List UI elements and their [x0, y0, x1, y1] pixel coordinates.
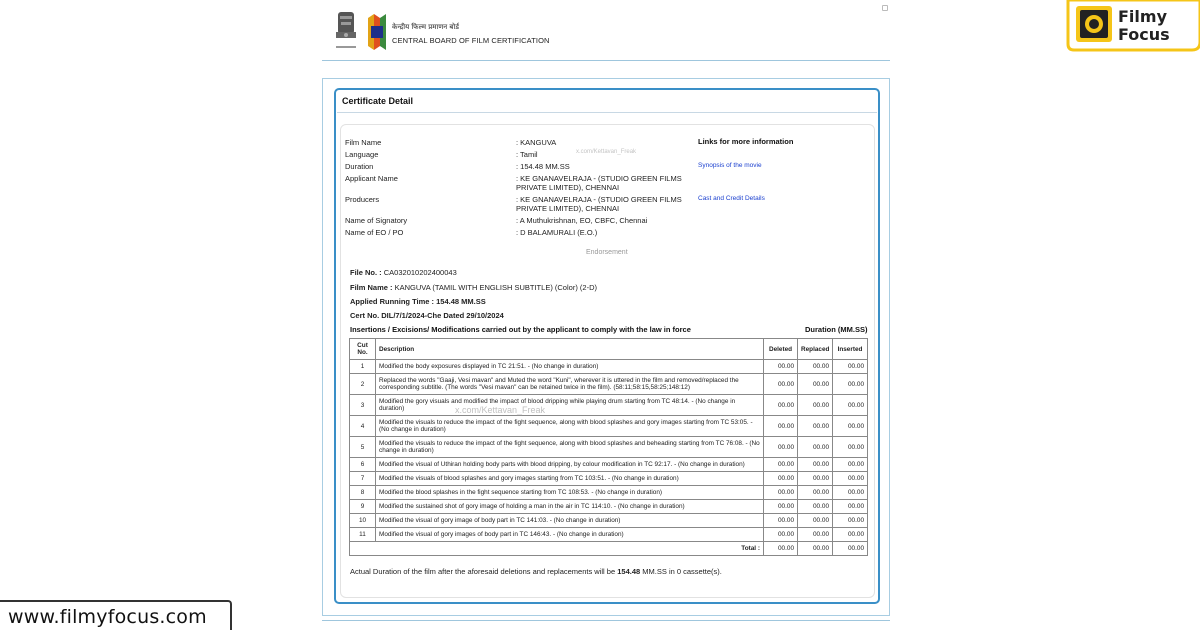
table-row [350, 528, 868, 542]
cut-inserted: 00.00 [833, 486, 868, 500]
cut-description: Modified the visual of Uthiran holding body parts with blood dripping, by colour modification in TC 92:17. - (No change in duration) [376, 458, 764, 472]
duration-heading: Duration (MM.SS) [805, 325, 868, 334]
cut-no: 11 [350, 528, 376, 542]
detail-value-signatory: : A Muthukrishnan, EO, CBFC, Chennai [516, 216, 648, 225]
detail-label-eo-po: Name of EO / PO [345, 228, 404, 237]
total-inserted: 00.00 [833, 542, 868, 556]
modifications-table [349, 338, 868, 556]
cut-no: 10 [350, 514, 376, 528]
detail-label-language: Language [345, 150, 379, 159]
total-replaced: 00.00 [798, 542, 833, 556]
filmy-focus-logo [1060, 0, 1200, 52]
cut-replaced: 00.00 [798, 486, 833, 500]
cut-inserted: 00.00 [833, 360, 868, 374]
col-header-replaced: Replaced [798, 339, 833, 360]
links-heading: Links for more information [698, 137, 794, 146]
total-label: Total : [376, 542, 764, 556]
cut-inserted: 00.00 [833, 500, 868, 514]
site-url-banner [0, 600, 232, 630]
table-row [350, 416, 868, 437]
table-row [350, 374, 868, 395]
table-row [350, 458, 868, 472]
brand-line1: Filmy [1118, 7, 1167, 26]
applied-running-time: Applied Running Time : 154.48 MM.SS [350, 297, 486, 306]
table-row [350, 360, 868, 374]
cut-replaced: 00.00 [798, 500, 833, 514]
detail-value-duration: : 154.48 MM.SS [516, 162, 570, 171]
cut-deleted: 00.00 [764, 500, 798, 514]
detail-value-language: : Tamil [516, 150, 538, 159]
cut-deleted: 00.00 [764, 374, 798, 395]
cbfc-hindi-name: केन्द्रीय फिल्म प्रमाणन बोर्ड [392, 23, 459, 31]
detail-value-eo-po: : D BALAMURALI (E.O.) [516, 228, 598, 237]
panel-title-divider [337, 112, 877, 113]
cut-replaced: 00.00 [798, 472, 833, 486]
cut-description: Modified the gory visuals and modified the impact of blood dripping while playing drum starting from TC 48:14. - (No change in duration) [376, 395, 764, 416]
table-header-row [350, 339, 868, 360]
cut-description: Replaced the words "Gaaji, Vesi mavan" and Muted the word "Kuni", wherever it is uttered in the film and removed/replaced the corresponding subtitle. (The words "Vesi mavan" can be retained twice in the film). (58:11;58:15,58:25;148:12) [376, 374, 764, 395]
cut-no: 5 [350, 437, 376, 458]
cut-no: 3 [350, 395, 376, 416]
cut-description: Modified the sustained shot of gory image of holding a man in the air in TC 114:10. - (No change in duration) [376, 500, 764, 514]
cut-description: Modified the body exposures displayed in TC 21:51. - (No change in duration) [376, 360, 764, 374]
corner-marker [882, 5, 888, 11]
table-total-row [350, 542, 868, 556]
cut-deleted: 00.00 [764, 395, 798, 416]
cut-replaced: 00.00 [798, 416, 833, 437]
cut-no: 4 [350, 416, 376, 437]
col-header-inserted: Inserted [833, 339, 868, 360]
total-blank [350, 542, 376, 556]
file-number: File No. : CA032010202400043 [350, 268, 457, 277]
synopsis-link[interactable]: Synopsis of the movie [698, 162, 762, 169]
cut-description: Modified the visuals to reduce the impact of the fight sequence, along with blood splashes and beheading starting from TC 76:08. - (No change in duration) [376, 437, 764, 458]
cut-deleted: 00.00 [764, 486, 798, 500]
cut-deleted: 00.00 [764, 472, 798, 486]
cut-replaced: 00.00 [798, 528, 833, 542]
cut-no: 8 [350, 486, 376, 500]
detail-label-film-name: Film Name [345, 138, 382, 147]
cut-deleted: 00.00 [764, 360, 798, 374]
cbfc-name: CENTRAL BOARD OF FILM CERTIFICATION [392, 36, 550, 45]
endorsement-heading: Endorsement [586, 249, 628, 256]
detail-value-producers: : KE GNANAVELRAJA - (STUDIO GREEN FILMS PRIVATE LIMITED), CHENNAI [516, 195, 682, 213]
brand-line2: Focus [1118, 25, 1170, 44]
table-row [350, 437, 868, 458]
cut-replaced: 00.00 [798, 374, 833, 395]
col-header-deleted: Deleted [764, 339, 798, 360]
detail-label-applicant: Applicant Name [345, 174, 398, 183]
cut-no: 6 [350, 458, 376, 472]
cut-replaced: 00.00 [798, 395, 833, 416]
modifications-table-wrap [349, 338, 867, 556]
cut-replaced: 00.00 [798, 514, 833, 528]
certificate-number: Cert No. DIL/7/1/2024-Che Dated 29/10/2024 [350, 311, 504, 320]
cut-no: 1 [350, 360, 376, 374]
cut-inserted: 00.00 [833, 395, 868, 416]
cut-deleted: 00.00 [764, 458, 798, 472]
col-header-cut-no: Cut No. [350, 339, 376, 360]
national-emblem-icon [332, 10, 360, 54]
cut-deleted: 00.00 [764, 528, 798, 542]
detail-value-applicant: : KE GNANAVELRAJA - (STUDIO GREEN FILMS PRIVATE LIMITED), CHENNAI [516, 174, 682, 192]
cut-replaced: 00.00 [798, 458, 833, 472]
cut-deleted: 00.00 [764, 514, 798, 528]
footer-divider [322, 620, 890, 621]
watermark-small: x.com/Kettavan_Freak [576, 149, 637, 155]
table-row [350, 472, 868, 486]
film-name-line: Film Name : KANGUVA (TAMIL WITH ENGLISH SUBTITLE) (Color) (2-D) [350, 283, 597, 292]
cut-deleted: 00.00 [764, 437, 798, 458]
detail-label-signatory: Name of Signatory [345, 216, 408, 225]
cbfc-logo-icon [366, 12, 388, 52]
cut-description: Modified the blood splashes in the fight sequence starting from TC 108:53. - (No change in duration) [376, 486, 764, 500]
insertions-heading: Insertions / Excisions/ Modifications carried out by the applicant to comply with the law in force [350, 325, 691, 334]
cast-credit-link[interactable]: Cast and Credit Details [698, 195, 765, 202]
col-header-description: Description [376, 339, 764, 360]
total-deleted: 00.00 [764, 542, 798, 556]
cut-description: Modified the visual of gory images of body part in TC 146:43. - (No change in duration) [376, 528, 764, 542]
detail-label-duration: Duration [345, 162, 374, 171]
site-url: www.filmyfocus.com [8, 606, 207, 628]
cut-inserted: 00.00 [833, 514, 868, 528]
cut-no: 9 [350, 500, 376, 514]
cut-inserted: 00.00 [833, 416, 868, 437]
cut-inserted: 00.00 [833, 458, 868, 472]
header-divider [322, 60, 890, 61]
detail-label-producers: Producers [345, 195, 380, 204]
cut-no: 7 [350, 472, 376, 486]
actual-duration-note: Actual Duration of the film after the aforesaid deletions and replacements will be 154.48 MM.SS in 0 cassette(s). [350, 567, 722, 576]
cut-inserted: 00.00 [833, 528, 868, 542]
cut-description: Modified the visual of gory image of body part in TC 141:03. - (No change in duration) [376, 514, 764, 528]
cut-no: 2 [350, 374, 376, 395]
cut-replaced: 00.00 [798, 437, 833, 458]
cut-replaced: 00.00 [798, 360, 833, 374]
cut-description: Modified the visuals to reduce the impact of the fight sequence, along with blood splashes and gory images starting from TC 53:05. - (No change in duration) [376, 416, 764, 437]
table-row [350, 486, 868, 500]
cut-inserted: 00.00 [833, 374, 868, 395]
cut-deleted: 00.00 [764, 416, 798, 437]
detail-value-film-name: : KANGUVA [516, 138, 557, 147]
watermark-large: x.com/Kettavan_Freak [455, 405, 546, 415]
table-row [350, 395, 868, 416]
cut-inserted: 00.00 [833, 437, 868, 458]
panel-title: Certificate Detail [342, 96, 414, 106]
table-row [350, 514, 868, 528]
table-row [350, 500, 868, 514]
cut-inserted: 00.00 [833, 472, 868, 486]
cut-description: Modified the visuals of blood splashes and gory images starting from TC 103:51. - (No change in duration) [376, 472, 764, 486]
